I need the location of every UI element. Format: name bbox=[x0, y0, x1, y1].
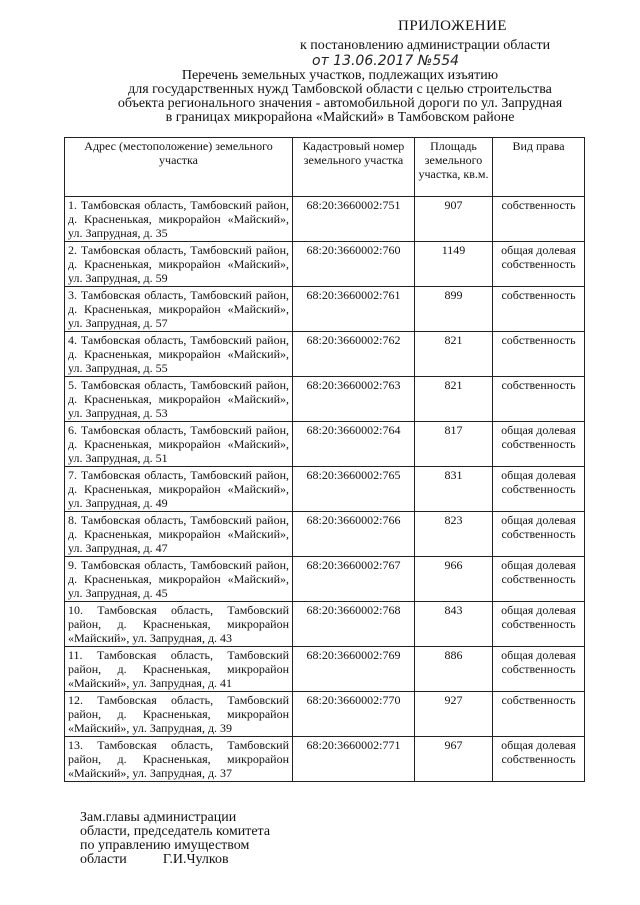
cell-cadastral: 68:20:3660002:769 bbox=[293, 647, 415, 692]
cell-area: 831 bbox=[415, 467, 493, 512]
column-header-area: Площадь земельного участка, кв.м. bbox=[415, 138, 493, 197]
cell-cadastral: 68:20:3660002:768 bbox=[293, 602, 415, 647]
cell-address: 4. Тамбовская область, Тамбовский район, д. Красненькая, микрорайон «Майский», ул. Запрудная, д. 55 bbox=[65, 332, 293, 377]
cell-address: 7. Тамбовская область, Тамбовский район, д. Красненькая, микрорайон «Майский», ул. Запрудная, д. 49 bbox=[65, 467, 293, 512]
cell-address: 2. Тамбовская область, Тамбовский район, д. Красненькая, микрорайон «Майский», ул. Запрудная, д. 59 bbox=[65, 242, 293, 287]
document-title bbox=[60, 69, 620, 125]
cell-right: общая долевая собственность bbox=[493, 422, 585, 467]
signature-line: Зам.главы администрации bbox=[80, 810, 237, 825]
cell-area: 967 bbox=[415, 737, 493, 782]
cell-address: 8. Тамбовская область, Тамбовский район, д. Красненькая, микрорайон «Майский», ул. Запрудная, д. 47 bbox=[65, 512, 293, 557]
cell-cadastral: 68:20:3660002:763 bbox=[293, 377, 415, 422]
cell-cadastral: 68:20:3660002:764 bbox=[293, 422, 415, 467]
cell-address: 11. Тамбовская область, Тамбовский район, д. Красненькая, микрорайон «Майский», ул. Запрудная, д. 41 bbox=[65, 647, 293, 692]
cell-cadastral: 68:20:3660002:751 bbox=[293, 197, 415, 242]
cell-area: 899 bbox=[415, 287, 493, 332]
table-row bbox=[65, 602, 585, 647]
title-line: объекта регионального значения - автомобильной дороги по ул. Запрудная bbox=[117, 96, 563, 111]
table-row bbox=[65, 647, 585, 692]
title-line: Перечень земельных участков, подлежащих изъятию bbox=[181, 68, 499, 83]
table-row bbox=[65, 737, 585, 782]
cell-right: общая долевая собственность bbox=[493, 602, 585, 647]
cell-area: 843 bbox=[415, 602, 493, 647]
cell-right: общая долевая собственность bbox=[493, 647, 585, 692]
cell-cadastral: 68:20:3660002:771 bbox=[293, 737, 415, 782]
signatory-name: Г.И.Чулков bbox=[162, 852, 229, 867]
cell-area: 821 bbox=[415, 377, 493, 422]
cell-right: собственность bbox=[493, 197, 585, 242]
cell-address: 5. Тамбовская область, Тамбовский район, д. Красненькая, микрорайон «Майский», ул. Запрудная, д. 53 bbox=[65, 377, 293, 422]
cell-right: собственность bbox=[493, 332, 585, 377]
cell-cadastral: 68:20:3660002:766 bbox=[293, 512, 415, 557]
cell-right: общая долевая собственность bbox=[493, 737, 585, 782]
table-row bbox=[65, 422, 585, 467]
cell-area: 817 bbox=[415, 422, 493, 467]
resolution-reference: к постановлению администрации области bbox=[300, 38, 551, 53]
table-row bbox=[65, 692, 585, 737]
cell-area: 907 bbox=[415, 197, 493, 242]
cell-address: 12. Тамбовская область, Тамбовский район, д. Красненькая, микрорайон «Майский», ул. Запрудная, д. 39 bbox=[65, 692, 293, 737]
cell-right: собственность bbox=[493, 287, 585, 332]
table-row bbox=[65, 467, 585, 512]
signature-line: по управлению имуществом bbox=[80, 838, 250, 853]
cell-right: общая долевая собственность bbox=[493, 242, 585, 287]
resolution-date-number: от 13.06.2017 №554 bbox=[312, 53, 460, 69]
cell-area: 823 bbox=[415, 512, 493, 557]
table-row bbox=[65, 197, 585, 242]
cell-right: собственность bbox=[493, 377, 585, 422]
cell-cadastral: 68:20:3660002:765 bbox=[293, 467, 415, 512]
cell-area: 1149 bbox=[415, 242, 493, 287]
table-row bbox=[65, 557, 585, 602]
cell-right: общая долевая собственность bbox=[493, 467, 585, 512]
cell-area: 886 bbox=[415, 647, 493, 692]
cell-address: 13. Тамбовская область, Тамбовский район, д. Красненькая, микрорайон «Майский», ул. Запрудная, д. 37 bbox=[65, 737, 293, 782]
cell-area: 821 bbox=[415, 332, 493, 377]
cell-cadastral: 68:20:3660002:761 bbox=[293, 287, 415, 332]
table-header-row bbox=[65, 138, 585, 197]
table-row bbox=[65, 332, 585, 377]
column-header-address: Адрес (местоположение) земельного участка bbox=[65, 138, 293, 197]
cell-address: 3. Тамбовская область, Тамбовский район, д. Красненькая, микрорайон «Майский», ул. Запрудная, д. 57 bbox=[65, 287, 293, 332]
table-row bbox=[65, 242, 585, 287]
cell-cadastral: 68:20:3660002:767 bbox=[293, 557, 415, 602]
table-row bbox=[65, 377, 585, 422]
signature-line: области, председатель комитета bbox=[80, 824, 271, 839]
title-line: в границах микрорайона «Майский» в Тамбовском районе bbox=[165, 110, 515, 125]
cell-address: 10. Тамбовская область, Тамбовский район, д. Красненькая, микрорайон «Майский», ул. Запрудная, д. 43 bbox=[65, 602, 293, 647]
table-row bbox=[65, 512, 585, 557]
title-line: для государственных нужд Тамбовской области с целью строительства bbox=[128, 82, 552, 97]
cell-right: собственность bbox=[493, 692, 585, 737]
cell-address: 6. Тамбовская область, Тамбовский район, д. Красненькая, микрорайон «Майский», ул. Запрудная, д. 51 bbox=[65, 422, 293, 467]
cell-right: общая долевая собственность bbox=[493, 557, 585, 602]
table-row bbox=[65, 287, 585, 332]
cell-right: общая долевая собственность bbox=[493, 512, 585, 557]
table-body bbox=[65, 197, 585, 782]
cell-cadastral: 68:20:3660002:762 bbox=[293, 332, 415, 377]
cell-address: 1. Тамбовская область, Тамбовский район, д. Красненькая, микрорайон «Майский», ул. Запрудная, д. 35 bbox=[65, 197, 293, 242]
cell-area: 927 bbox=[415, 692, 493, 737]
land-plots-table bbox=[64, 137, 585, 782]
cell-area: 966 bbox=[415, 557, 493, 602]
signature-block bbox=[80, 811, 270, 867]
appendix-heading: ПРИЛОЖЕНИЕ bbox=[398, 18, 508, 34]
cell-cadastral: 68:20:3660002:770 bbox=[293, 692, 415, 737]
column-header-right: Вид права bbox=[493, 138, 585, 197]
cell-address: 9. Тамбовская область, Тамбовский район, д. Красненькая, микрорайон «Майский», ул. Запрудная, д. 45 bbox=[65, 557, 293, 602]
column-header-cadastral: Кадастровый номер земельного участка bbox=[293, 138, 415, 197]
signature-line: области bbox=[80, 852, 127, 867]
cell-cadastral: 68:20:3660002:760 bbox=[293, 242, 415, 287]
